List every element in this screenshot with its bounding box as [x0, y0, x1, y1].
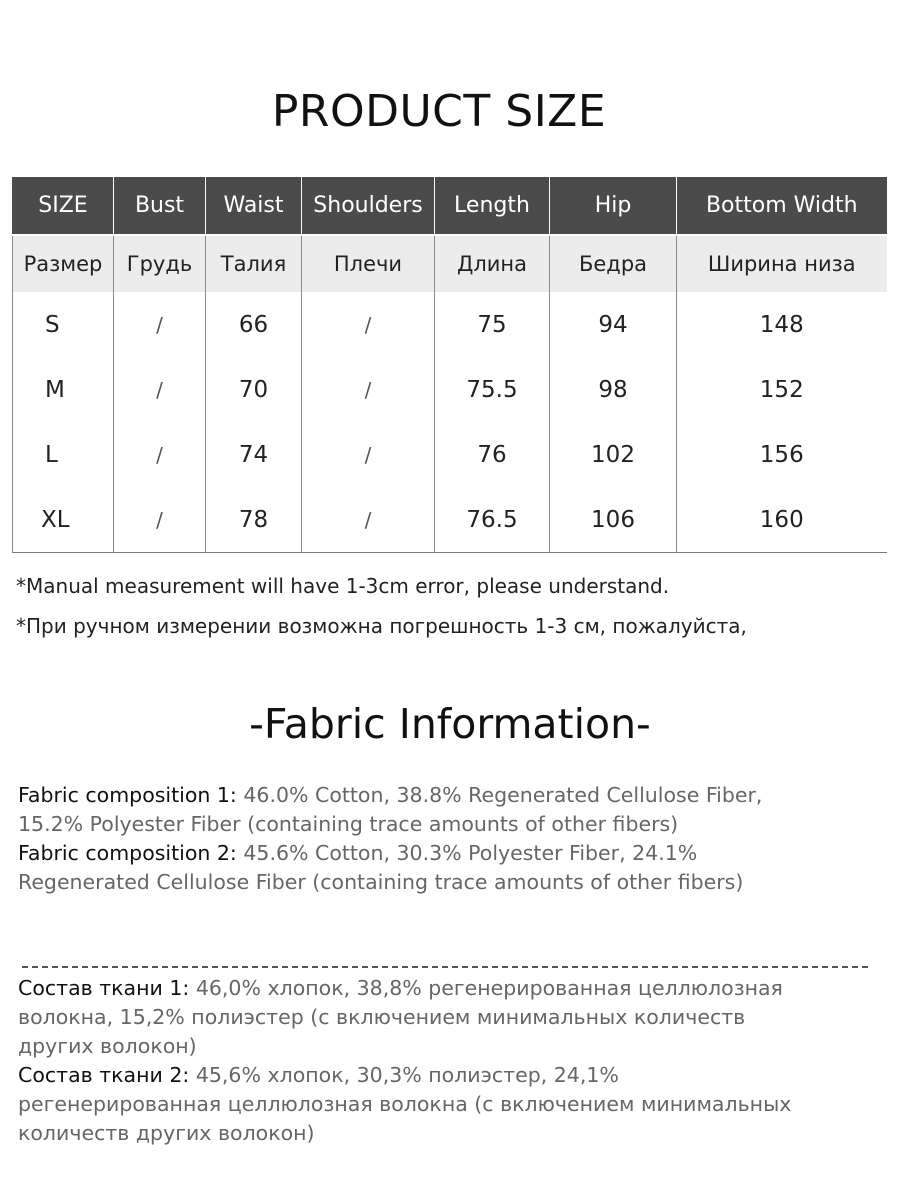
cell-hip: 102 [550, 422, 677, 487]
header-size-ru: Размер [13, 235, 114, 292]
table-row [13, 422, 887, 487]
cell-size: L [13, 422, 114, 487]
cell-length: 75.5 [435, 357, 550, 422]
header-shoulders: Shoulders [302, 177, 435, 235]
cell-bottom-width: 156 [677, 422, 887, 487]
header-size: SIZE [13, 177, 114, 235]
fabric-composition-1 [18, 781, 818, 839]
fabric-composition-ru-2 [18, 1061, 818, 1148]
header-hip: Hip [550, 177, 677, 235]
fabric-composition-ru [18, 974, 818, 1148]
fabric-composition-text: 46.0% Cotton, 38.8% Regenerated Cellulose Fiber, 15.2% Polyester Fiber (containing trace amounts of other fibers) [18, 783, 763, 836]
header-row-english [13, 177, 887, 235]
cell-hip: 98 [550, 357, 677, 422]
cell-waist: 78 [206, 487, 302, 553]
cell-length: 75 [435, 292, 550, 357]
header-bottom-width: Bottom Width [677, 177, 887, 235]
header-bottom-width-ru: Ширина низа [677, 235, 887, 292]
page-title: PRODUCT SIZE [271, 86, 607, 137]
fabric-composition-text: 46,0% хлопок, 38,8% регенерированная целлюлозная волокна, 15,2% полиэстер (с включением минимальных количеств других волокон) [18, 976, 783, 1058]
cell-length: 76 [435, 422, 550, 487]
header-shoulders-ru: Плечи [302, 235, 435, 292]
fabric-composition-text: 45.6% Cotton, 30.3% Polyester Fiber, 24.1% Regenerated Cellulose Fiber (containing trace amounts of other fibers) [18, 841, 744, 894]
header-length: Length [435, 177, 550, 235]
cell-waist: 66 [206, 292, 302, 357]
cell-bust: / [114, 422, 206, 487]
table-row [13, 292, 887, 357]
fabric-composition-en [18, 781, 818, 897]
fabric-section-title: -Fabric Information- [249, 700, 651, 748]
cell-bust: / [114, 357, 206, 422]
cell-bust: / [114, 292, 206, 357]
table-row [13, 487, 887, 553]
fabric-composition-text: 45,6% хлопок, 30,3% полиэстер, 24,1% регенерированная целлюлозная волокна (с включением минимальных количеств других волокон) [18, 1063, 792, 1145]
header-bust: Bust [114, 177, 206, 235]
header-bust-ru: Грудь [114, 235, 206, 292]
cell-hip: 106 [550, 487, 677, 553]
fabric-composition-ru-1 [18, 974, 818, 1061]
table-row [13, 357, 887, 422]
cell-waist: 70 [206, 357, 302, 422]
cell-shoulders: / [302, 292, 435, 357]
header-waist: Waist [206, 177, 302, 235]
header-hip-ru: Бедра [550, 235, 677, 292]
header-length-ru: Длина [435, 235, 550, 292]
dashed-divider [22, 966, 868, 968]
cell-bottom-width: 148 [677, 292, 887, 357]
fabric-composition-label: Состав ткани 2: [18, 1063, 190, 1087]
cell-hip: 94 [550, 292, 677, 357]
cell-waist: 74 [206, 422, 302, 487]
cell-size: M [13, 357, 114, 422]
cell-size: S [13, 292, 114, 357]
size-chart-table [12, 177, 887, 553]
cell-bottom-width: 160 [677, 487, 887, 553]
cell-shoulders: / [302, 487, 435, 553]
measurement-note-ru: *При ручном измерении возможна погрешность 1-3 см, пожалуйста, [16, 614, 747, 638]
cell-size: XL [13, 487, 114, 553]
measurement-note-en: *Manual measurement will have 1-3cm error, please understand. [16, 574, 670, 598]
fabric-composition-label: Fabric composition 2: [18, 841, 237, 865]
cell-shoulders: / [302, 357, 435, 422]
cell-bottom-width: 152 [677, 357, 887, 422]
header-row-russian [13, 235, 887, 292]
cell-length: 76.5 [435, 487, 550, 553]
cell-shoulders: / [302, 422, 435, 487]
fabric-composition-label: Состав ткани 1: [18, 976, 190, 1000]
fabric-composition-label: Fabric composition 1: [18, 783, 237, 807]
header-waist-ru: Талия [206, 235, 302, 292]
fabric-composition-2 [18, 839, 818, 897]
cell-bust: / [114, 487, 206, 553]
